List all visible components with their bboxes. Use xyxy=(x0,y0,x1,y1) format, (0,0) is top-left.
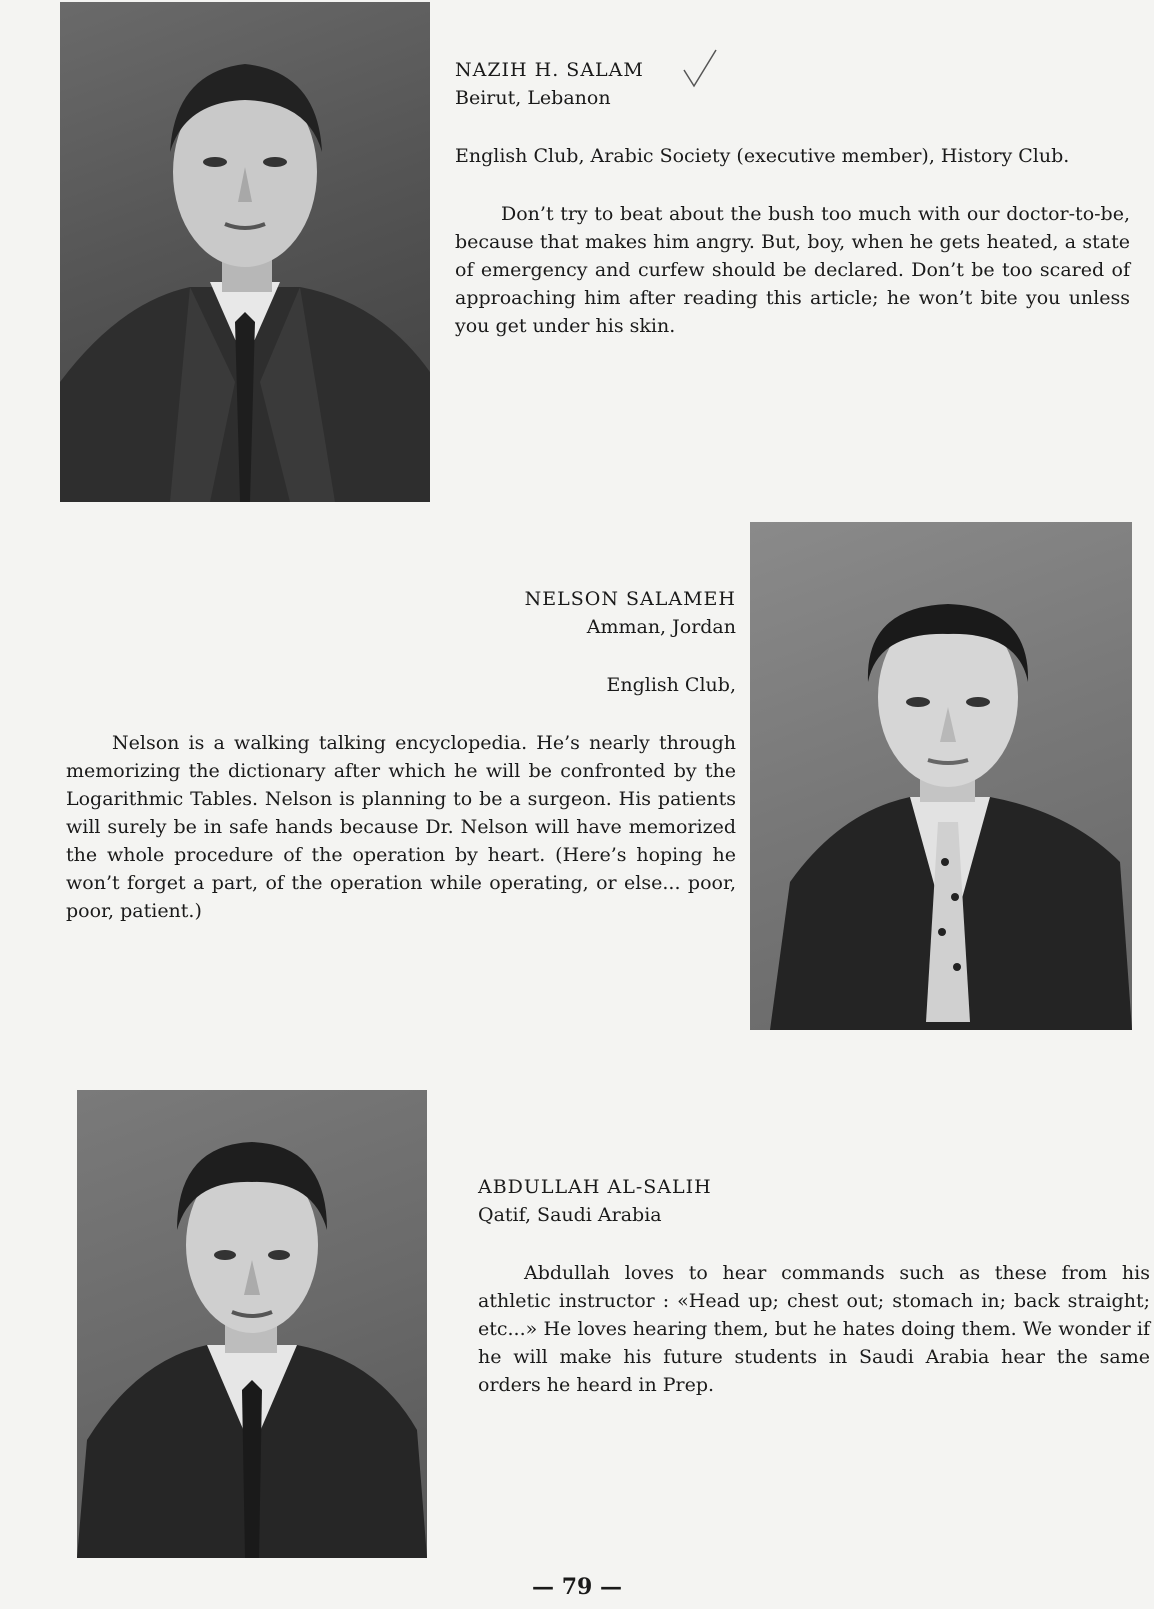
student-activities: English Club, xyxy=(606,674,736,696)
student-bio: Abdullah loves to hear commands such as these from his athletic instructor : «Head up; chest out; stomach in; back straight; etc...» He loves hearing them, but he hates doing them. We wonder if he will make his future students in Saudi Arabia hear the same orders he heard in Prep. xyxy=(478,1262,1150,1396)
student-entry-nazih-salam xyxy=(455,56,1130,340)
page-number: — 79 — xyxy=(532,1574,622,1600)
student-photo-nelson-salameh xyxy=(750,522,1132,1030)
student-photo-abdullah-al-salih xyxy=(77,1090,427,1558)
student-photo-nazih-salam xyxy=(60,2,430,502)
student-entry-abdullah-al-salih xyxy=(478,1173,1150,1399)
student-bio: Don’t try to beat about the bush too much with our doctor-to-be, because that makes him angry. But, boy, when he gets heated, a state of emergency and curfew should be declared. Don’t be too scared of approaching him after reading this article; he won’t bite you unless you get under his skin. xyxy=(455,203,1130,337)
student-bio: Nelson is a walking talking encyclopedia. He’s nearly through memorizing the dictionary after which he will be confronted by the Logarithmic Tables. Nelson is planning to be a surgeon. His patients will surely be in safe hands because Dr. Nelson will have memorized the whole procedure of the operation by heart. (Here’s hoping he won’t forget a part, of the operation while operating, or else... poor, poor, patient.) xyxy=(66,732,736,922)
student-hometown: Qatif, Saudi Arabia xyxy=(478,1204,662,1226)
student-header xyxy=(66,585,736,641)
student-name: NELSON SALAMEH xyxy=(524,588,736,610)
student-activities: English Club, Arabic Society (executive member), History Club. xyxy=(455,145,1070,167)
student-hometown: Beirut, Lebanon xyxy=(455,87,611,109)
student-entry-nelson-salameh xyxy=(66,585,736,925)
student-header xyxy=(455,56,1130,112)
student-name: NAZIH H. SALAM xyxy=(455,59,644,81)
student-name: ABDULLAH AL-SALIH xyxy=(478,1176,712,1198)
student-hometown: Amman, Jordan xyxy=(586,616,736,638)
student-header xyxy=(478,1173,1150,1229)
